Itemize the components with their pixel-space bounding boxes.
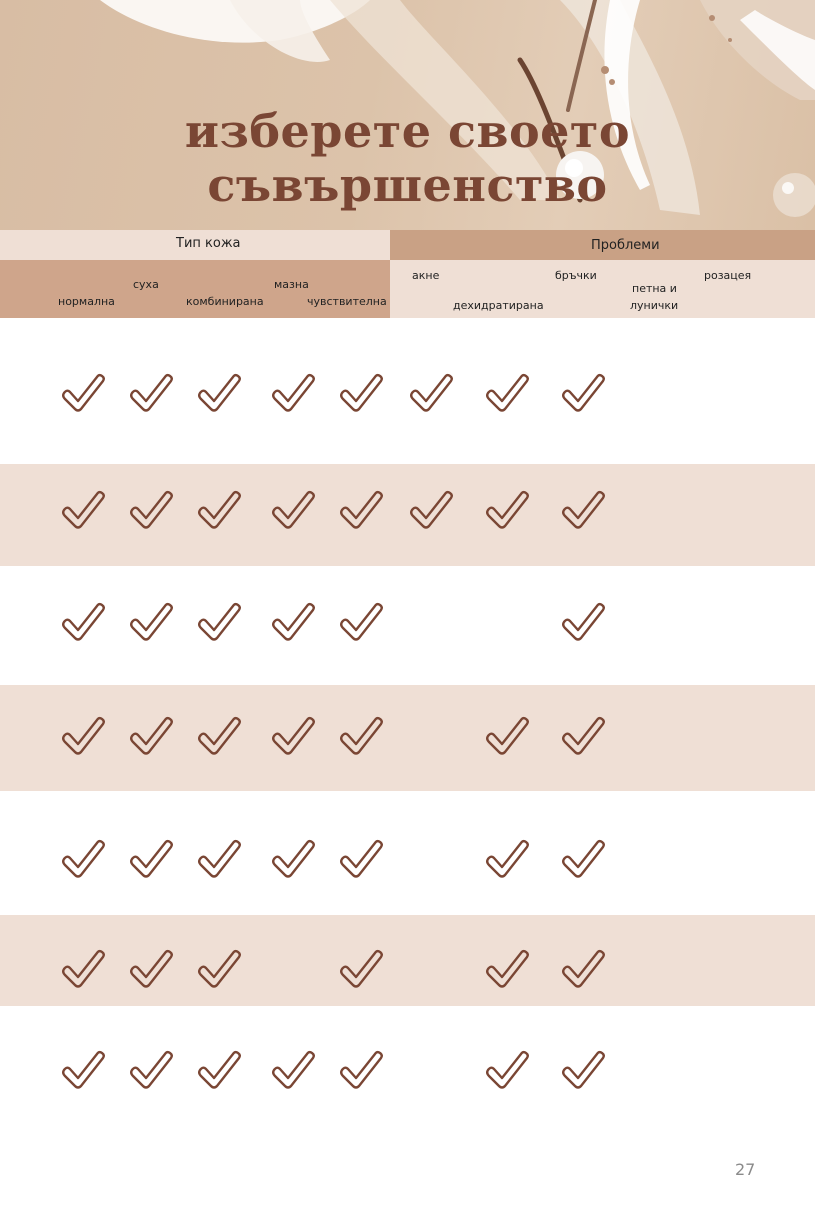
page-title-line-1: изберете своето <box>184 104 631 158</box>
check-icon-combination <box>196 716 242 756</box>
check-icon-dry <box>128 949 174 989</box>
col-rosacea: розацея <box>704 269 752 282</box>
check-icon-normal <box>60 373 106 413</box>
check-icon-wrinkles <box>484 716 530 756</box>
col-acne: акне <box>412 269 440 282</box>
check-icon-oily <box>270 1050 316 1090</box>
check-icon-sensitive <box>338 949 384 989</box>
check-icon-sensitive <box>338 1050 384 1090</box>
check-icon-spots <box>560 602 606 642</box>
check-icon-spots <box>560 716 606 756</box>
check-icon-spots <box>560 373 606 413</box>
check-icon-sensitive <box>338 373 384 413</box>
page-number: 27 <box>735 1160 756 1179</box>
check-icon-dry <box>128 490 174 530</box>
problem-columns <box>390 260 815 318</box>
col-oily: мазна <box>274 278 309 291</box>
hero-banner <box>0 0 815 230</box>
check-icon-wrinkles <box>484 490 530 530</box>
check-icon-normal <box>60 602 106 642</box>
check-icon-combination <box>196 949 242 989</box>
check-icon-combination <box>196 1050 242 1090</box>
check-icon-dry <box>128 1050 174 1090</box>
check-icon-dry <box>128 602 174 642</box>
check-icon-oily <box>270 602 316 642</box>
col-sensitive: чувствителна <box>307 295 387 308</box>
col-spots-line1: петна и <box>632 282 677 295</box>
check-icon-normal <box>60 716 106 756</box>
check-icon-sensitive <box>338 490 384 530</box>
check-icon-combination <box>196 490 242 530</box>
check-icon-sensitive <box>338 716 384 756</box>
check-icon-oily <box>270 490 316 530</box>
check-icon-dry <box>128 373 174 413</box>
check-icon-acne <box>408 490 454 530</box>
check-icon-wrinkles <box>484 1050 530 1090</box>
check-icon-spots <box>560 490 606 530</box>
col-normal: нормална <box>58 295 115 308</box>
col-combination: комбинирана <box>186 295 264 308</box>
check-icon-sensitive <box>338 839 384 879</box>
check-icon-wrinkles <box>484 839 530 879</box>
check-icon-combination <box>196 839 242 879</box>
check-icon-normal <box>60 949 106 989</box>
check-icon-oily <box>270 839 316 879</box>
product-row <box>0 791 815 915</box>
check-icon-dry <box>128 716 174 756</box>
check-icon-dry <box>128 839 174 879</box>
problems-header-label: Проблеми <box>591 238 660 253</box>
check-icon-acne <box>408 373 454 413</box>
check-icon-oily <box>270 373 316 413</box>
skin-type-columns <box>0 260 390 318</box>
page-title-line-2: съвършенство <box>207 158 608 212</box>
check-icon-normal <box>60 839 106 879</box>
check-icon-wrinkles <box>484 949 530 989</box>
check-icon-oily <box>270 716 316 756</box>
product-row <box>0 685 815 791</box>
product-row <box>0 1006 815 1136</box>
check-icon-spots <box>560 839 606 879</box>
product-row <box>0 915 815 1006</box>
product-row <box>0 566 815 685</box>
check-icon-spots <box>560 949 606 989</box>
check-icon-spots <box>560 1050 606 1090</box>
skin-type-header-label: Тип кожа <box>176 236 241 251</box>
check-icon-combination <box>196 602 242 642</box>
col-spots-line2: лунички <box>630 299 679 312</box>
check-icon-normal <box>60 1050 106 1090</box>
check-icon-sensitive <box>338 602 384 642</box>
check-icon-normal <box>60 490 106 530</box>
col-dry: суха <box>133 278 159 291</box>
check-icon-combination <box>196 373 242 413</box>
check-icon-wrinkles <box>484 373 530 413</box>
col-dehydrated: дехидратирана <box>453 299 544 312</box>
col-wrinkles: бръчки <box>555 269 597 282</box>
skin-type-header <box>0 230 390 260</box>
problems-header <box>390 230 815 260</box>
